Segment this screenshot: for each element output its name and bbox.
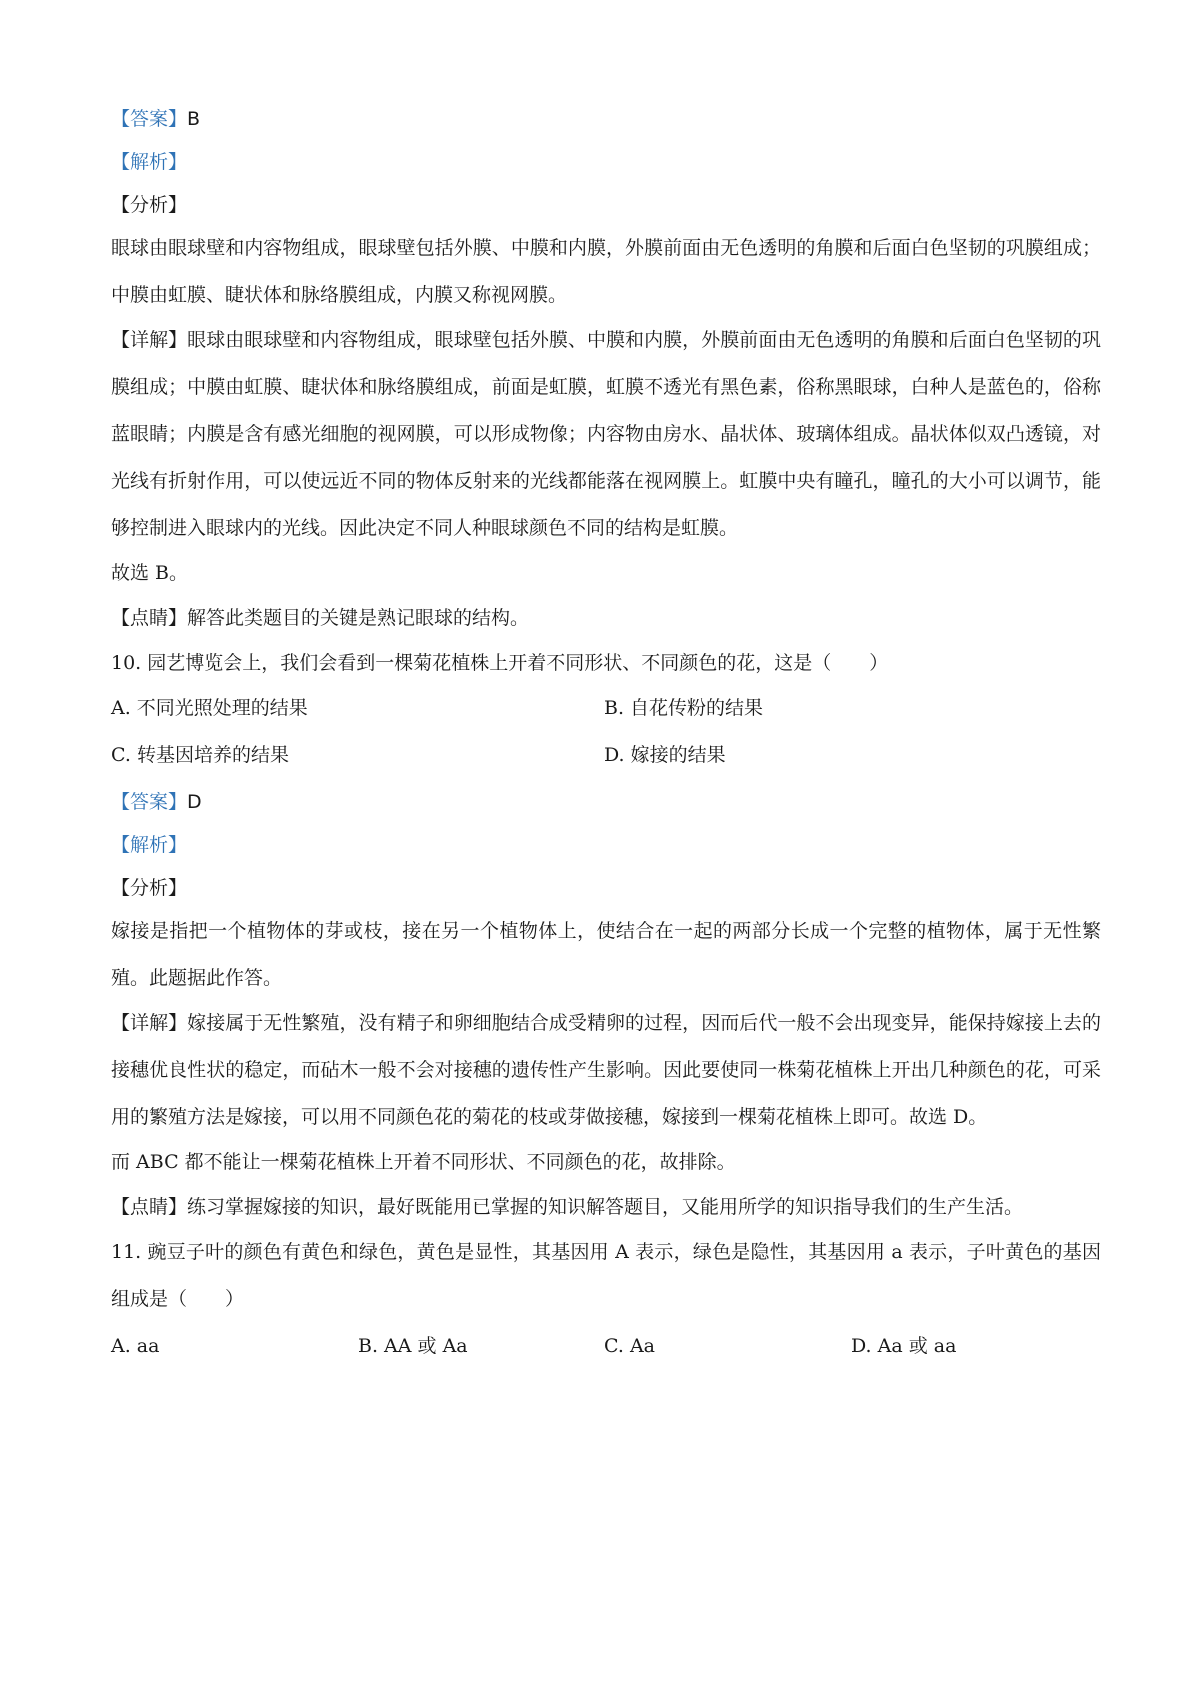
- q9-fenxi-text: 眼球由眼球壁和内容物组成，眼球壁包括外膜、中膜和内膜，外膜前面由无色透明的角膜和后面白色坚韧的巩膜组成；中膜由虹膜、睫状体和脉络膜组成，内膜又称视网膜。: [111, 237, 1101, 306]
- q10-stem: 10. 园艺博览会上，我们会看到一棵菊花植株上开着不同形状、不同颜色的花，这是（ ）: [111, 652, 889, 674]
- q9-analysis-tag: 【解析】: [111, 151, 188, 173]
- q10-answer-line: [111, 779, 1101, 826]
- q10-xiangjie: [111, 1000, 1101, 1141]
- q10-dianjing-tag: 【点睛】: [111, 1196, 188, 1218]
- q9-answer-value: B: [187, 108, 201, 130]
- q10-options-row-2: [111, 732, 1101, 779]
- q10-option-c: C. 转基因培养的结果: [111, 744, 289, 766]
- q10-answer-tag: 【答案】: [111, 791, 188, 813]
- q9-fenxi-tag: 【分析】: [111, 194, 188, 216]
- q9-answer-tag: 【答案】: [111, 108, 188, 130]
- q11-options-row: [111, 1323, 1101, 1370]
- q10-answer-value: D: [187, 791, 202, 813]
- q11-option-d: D. Aa 或 aa: [851, 1335, 957, 1357]
- q9-xiangjie-tag: 【详解】: [111, 329, 188, 351]
- q10-fenxi-text: 嫁接是指把一个植物体的芽或枝，接在另一个植物体上，使结合在一起的两部分长成一个完整的植物体，属于无性繁殖。此题据此作答。: [111, 920, 1101, 989]
- q10-option-b: B. 自花传粉的结果: [604, 697, 764, 719]
- q9-dianjing-tag: 【点睛】: [111, 607, 188, 629]
- q9-answer-line: [111, 96, 1101, 143]
- q10-option-a: A. 不同光照处理的结果: [111, 697, 308, 719]
- q10-extra: 而 ABC 都不能让一棵菊花植株上开着不同形状、不同颜色的花，故排除。: [111, 1151, 736, 1173]
- q9-dianjing-text: 解答此类题目的关键是熟记眼球的结构。: [187, 607, 530, 629]
- q11-option-b: B. AA 或 Aa: [358, 1335, 468, 1357]
- document-page: [111, 96, 1101, 1370]
- q10-fenxi-tag: 【分析】: [111, 877, 188, 899]
- q9-xiangjie-text: 眼球由眼球壁和内容物组成，眼球壁包括外膜、中膜和内膜，外膜前面由无色透明的角膜和后面白色坚韧的巩膜组成；中膜由虹膜、睫状体和脉络膜组成，前面是虹膜，虹膜不透光有黑色素，俗称黑眼球，白种人是蓝色的，俗称蓝眼睛；内膜是含有感光细胞的视网膜，可以形成物像；内容物由房水、晶状体、玻璃体组成。晶状体似双凸透镜，对光线有折射作用，可以使远近不同的物体反射来的光线都能落在视网膜上。虹膜中央有瞳孔，瞳孔的大小可以调节，能够控制进入眼球内的光线。因此决定不同人种眼球颜色不同的结构是虹膜。: [111, 329, 1101, 539]
- q10-dianjing: [111, 1184, 1101, 1231]
- q10-xiangjie-text: 嫁接属于无性繁殖，没有精子和卵细胞结合成受精卵的过程，因而后代一般不会出现变异，能保持嫁接上去的接穗优良性状的稳定，而砧木一般不会对接穗的遗传性产生影响。因此要使同一株菊花植株上开出几种颜色的花，可采用的繁殖方法是嫁接，可以用不同颜色花的菊花的枝或芽做接穗，嫁接到一棵菊花植株上即可。故选 D。: [111, 1012, 1101, 1128]
- q11-stem: 11. 豌豆子叶的颜色有黄色和绿色，黄色是显性，其基因用 A 表示，绿色是隐性，其基因用 a 表示，子叶黄色的基因组成是（ ）: [111, 1241, 1101, 1310]
- q11-option-a: A. aa: [111, 1335, 160, 1357]
- q10-xiangjie-tag: 【详解】: [111, 1012, 188, 1034]
- q10-analysis-tag: 【解析】: [111, 834, 188, 856]
- q9-xiangjie: [111, 317, 1101, 552]
- q10-option-d: D. 嫁接的结果: [604, 744, 726, 766]
- q10-dianjing-text: 练习掌握嫁接的知识，最好既能用已掌握的知识解答题目，又能用所学的知识指导我们的生产生活。: [187, 1196, 1024, 1218]
- q9-dianjing: [111, 595, 1101, 642]
- q9-conclusion: 故选 B。: [111, 562, 189, 584]
- q11-option-c: C. Aa: [604, 1335, 655, 1357]
- q10-options-row-1: [111, 685, 1101, 732]
